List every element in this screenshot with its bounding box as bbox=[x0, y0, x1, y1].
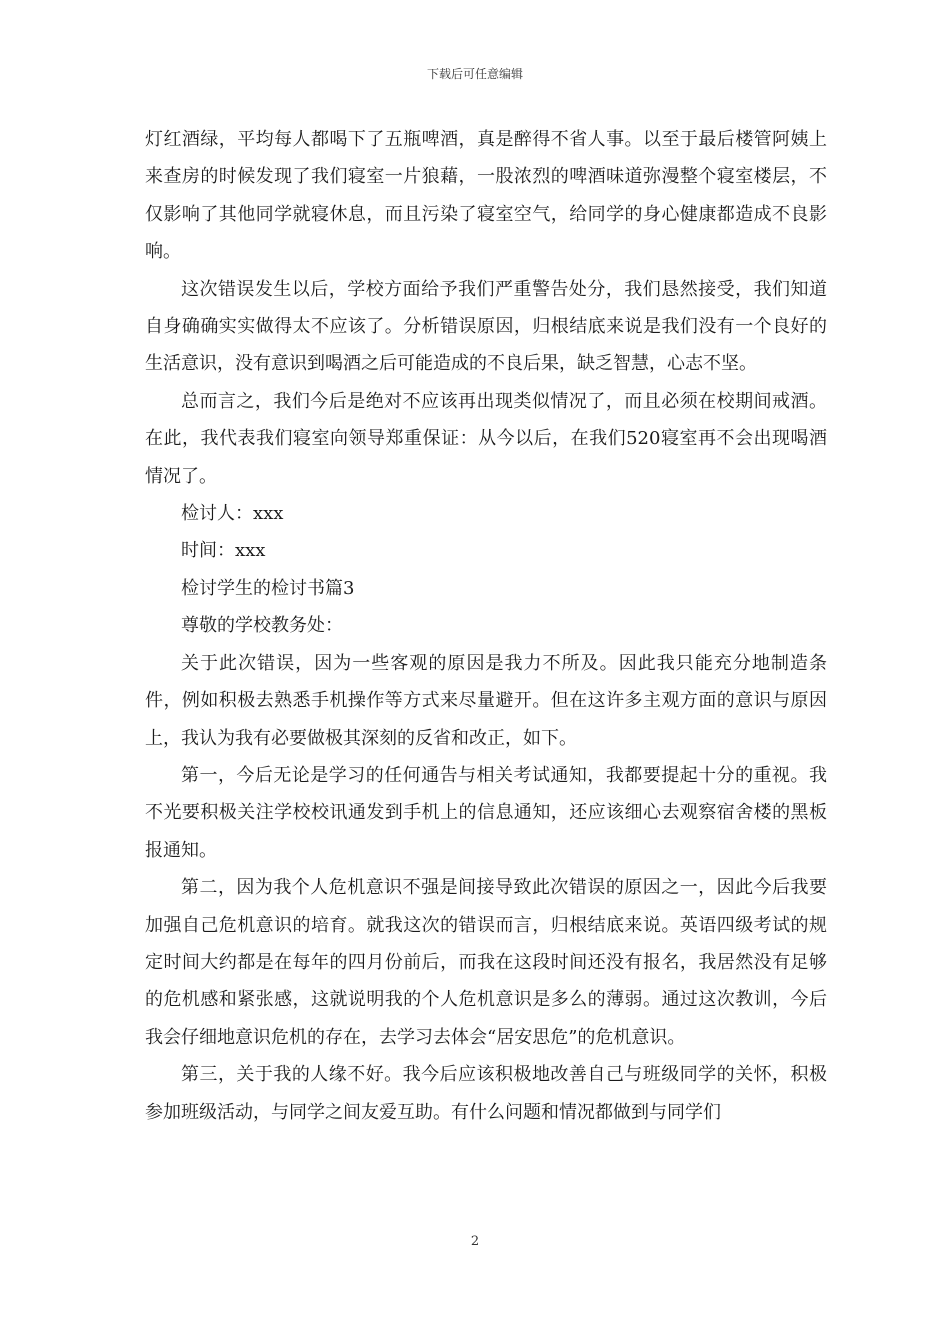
salutation: 尊敬的学校教务处： bbox=[181, 615, 343, 637]
paragraph-third-point: 第三，关于我的人缘不好。我今后应该积极地改善自己与班级同学的关怀，积极参加班级活动，与同学之间友爱互助。有什么问题和情况都做到与同学们 bbox=[145, 1064, 827, 1123]
paragraph-first-point: 第一，今后无论是学习的任何通告与相关考试通知，我都要提起十分的重视。我不光要积极关注学校校讯通发到手机上的信息通知，还应该细心去观察宿舍楼的黑板报通知。 bbox=[145, 764, 827, 861]
document-body bbox=[145, 121, 827, 1131]
page-number: 2 bbox=[470, 1234, 480, 1249]
paragraph-intro: 关于此次错误，因为一些客观的原因是我力不所及。因此我只能充分地制造条件，例如积极去熟悉手机操作等方式来尽量避开。但在这许多主观方面的意识与原因上，我认为我有必要做极其深刻的反省和改正，如下。 bbox=[145, 652, 827, 749]
signature-author: 检讨人：xxx bbox=[181, 503, 284, 525]
paragraph-continuation: 灯红酒绿，平均每人都喝下了五瓶啤酒，真是醉得不省人事。以至于最后楼管阿姨上来查房的时候发现了我们寝室一片狼藉，一股浓烈的啤酒味道弥漫整个寝室楼层，不仅影响了其他同学就寝休息，而且污染了寝室空气，给同学的身心健康都造成不良影响。 bbox=[145, 129, 827, 263]
signature-date: 时间：xxx bbox=[181, 540, 266, 562]
paragraph-guarantee: 总而言之，我们今后是绝对不应该再出现类似情况了，而且必须在校期间戒酒。在此，我代表我们寝室向领导郑重保证：从今以后，在我们520寝室再不会出现喝酒情况了。 bbox=[145, 390, 827, 487]
paragraph-punishment: 这次错误发生以后，学校方面给予我们严重警告处分，我们恳然接受，我们知道自身确确实实做得太不应该了。分析错误原因，归根结底来说是我们没有一个良好的生活意识，没有意识到喝酒之后可能造成的不良后果，缺乏智慧，心志不坚。 bbox=[145, 278, 827, 375]
section-title: 检讨学生的检讨书篇3 bbox=[181, 577, 355, 599]
paragraph-second-point: 第二，因为我个人危机意识不强是间接导致此次错误的原因之一，因此今后我要加强自己危机意识的培育。就我这次的错误而言，归根结底来说。英语四级考试的规定时间大约都是在每年的四月份前后，而我在这段时间还没有报名，我居然没有足够的危机感和紧张感，这就说明我的个人危机意识是多么的薄弱。通过这次教训，今后我会仔细地意识危机的存在，去学习去体会“居安思危”的危机意识。 bbox=[145, 877, 827, 1048]
page-header: 下载后可任意编辑 bbox=[426, 67, 523, 81]
